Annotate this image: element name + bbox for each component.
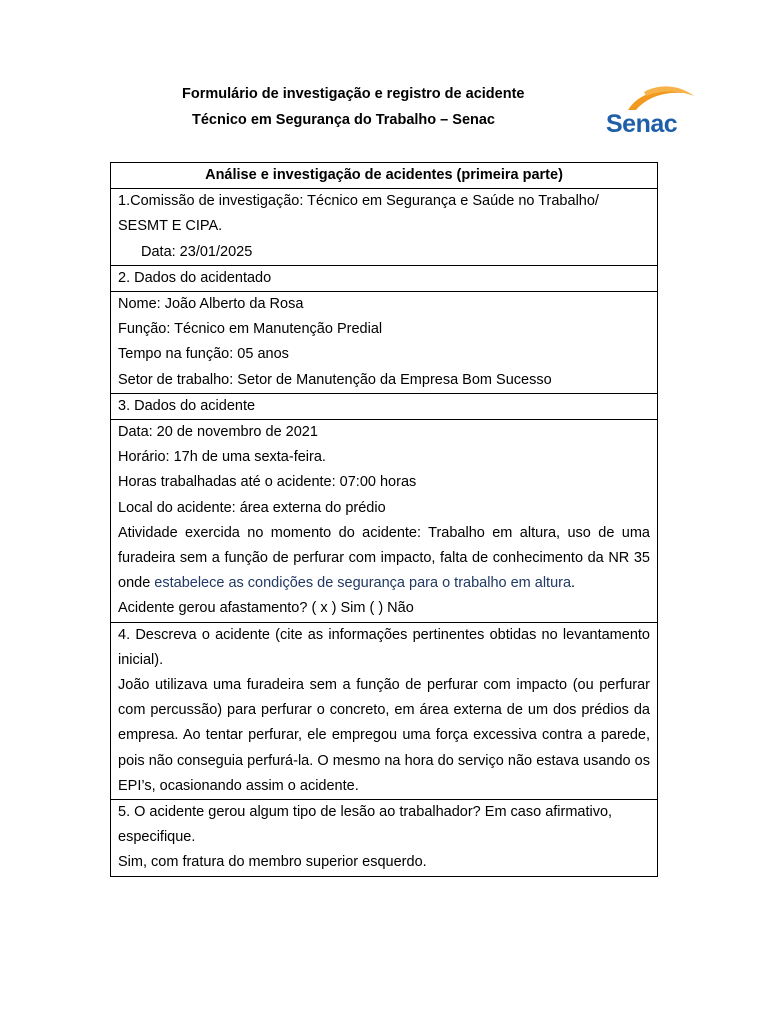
victim-role: Função: Técnico em Manutenção Predial: [118, 321, 383, 338]
form-title: Formulário de investigação e registro de acidente: [182, 86, 525, 102]
description-text: João utilizava uma furadeira sem a função de perfurar com impacto (ou perfurar com percussão) para perfurar o concreto, em área externa de um dos prédios da empresa. Ao tentar perfurar, ele empregou uma força excessiva contra a parede, pois não conseguia perfurá-la. O mesmo na hora do serviço não estava usando os EPI’s, ocasionando assim o acidente.: [118, 677, 650, 794]
accident-location: Local do acidente: área externa do prédio: [118, 499, 386, 516]
table-heading: Análise e investigação de acidentes (primeira parte): [111, 163, 658, 189]
victim-tenure: Tempo na função: 05 anos: [118, 346, 289, 363]
accident-leave-question: Acidente gerou afastamento? ( x ) Sim ( ) Não: [118, 600, 414, 617]
injury-answer: Sim, com fratura do membro superior esquerdo.: [118, 854, 427, 871]
accident-hours-worked: Horas trabalhadas até o acidente: 07:00 horas: [118, 474, 417, 491]
commission-text: 1.Comissão de investigação: Técnico em Segurança e Saúde no Trabalho/ SESMT E CIPA.: [118, 193, 599, 235]
victim-sector: Setor de trabalho: Setor de Manutenção da Empresa Bom Sucesso: [118, 371, 552, 388]
accident-cell: [111, 420, 658, 623]
victim-name: Nome: João Alberto da Rosa: [118, 296, 304, 313]
activity-period: .: [571, 575, 576, 592]
commission-cell: [111, 189, 658, 266]
senac-logo-text: Senac: [606, 110, 678, 138]
nr35-reference: estabelece as condições de segurança para o trabalho em altura: [154, 575, 572, 592]
description-prompt: 4. Descreva o acidente (cite as informações pertinentes obtidas no levantamento inicial).: [118, 626, 650, 668]
commission-date: Data: 23/01/2025: [141, 243, 253, 260]
accident-activity: [118, 521, 650, 597]
investigation-table: [110, 162, 658, 877]
activity-text: Atividade exercida no momento do acidente: Trabalho em altura, uso de uma furadeira sem a função de perfurar com impacto, falta de conhecimento da NR 35 onde: [118, 524, 650, 592]
form-subtitle: Técnico em Segurança do Trabalho – Senac: [192, 112, 495, 128]
victim-cell: [111, 292, 658, 394]
victim-section-heading: 2. Dados do acidentado: [111, 265, 658, 291]
accident-section-heading: 3. Dados do acidente: [111, 393, 658, 419]
injury-prompt: 5. O acidente gerou algum tipo de lesão ao trabalhador? Em caso afirmativo, especifique.: [118, 804, 613, 846]
senac-logo: [606, 84, 700, 140]
injury-cell: [111, 800, 658, 877]
accident-time: Horário: 17h de uma sexta-feira.: [118, 449, 326, 466]
description-cell: [111, 622, 658, 799]
accident-date: Data: 20 de novembro de 2021: [118, 424, 318, 441]
